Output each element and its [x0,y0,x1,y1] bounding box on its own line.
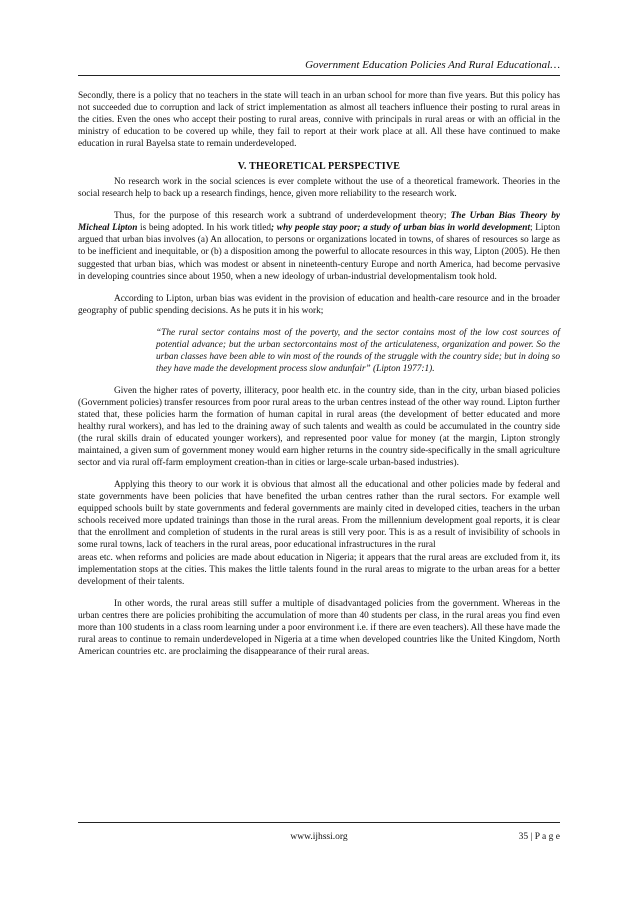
footer-website: www.ijhssi.org [290,832,348,842]
section-heading: V. THEORETICAL PERSPECTIVE [237,161,401,173]
paragraph-applying-theory: Applying this theory to our work it is obvious that almost all the educational and other policies made by federal and state governments have been policies that have benefited the urban centres rather than the rural sectors. For example well equipped schools built by state governments and federal governments are mainly cited in developed cities, teachers in the urban schools received more updated trainings than those in the rural areas. From the millennium development goal reports, it is clear that the enrollment and completion of students in the rural areas is still very poor. This is as a result of invisibility of schools in some rural towns, lack of teachers in the rural areas, poor educational infrastructures in the rural [78,480,560,551]
page-footer [78,822,560,842]
block-quote: “The rural sector contains most of the poverty, and the sector contains most of the low cost sources of potential advance; but the urban sectorcontains most of the articulateness, organization and power. So the urban classes have been able to win most of the rounds of the struggle with the country side; but in doing so they have made the development process slow andunfair” (Lipton 1977:1). [156,327,560,374]
paragraph-urban-bias-theory [78,210,560,282]
text-run: is being adopted. In his work titled [137,223,272,234]
text-run: ; Lipton argued that urban bias involves (a) An allocation, to persons or organizations located in towns, of shares of resources so large as to be inefficient and inequitable, or (b) a disposition among the powerful to allocate resources in this way, Lipton (2005). He then suggested that urban bias, which was modest or absent in nineteenth-century Europe and north America, had become pervasive in developing countries since about 1950, when a new ideology of urban-industrial developmentalism took hold. [78,223,561,282]
theory-title: The Urban Bias Theory by Micheal Lipton [78,211,560,234]
text-run: Thus, for the purpose of this research work a subtrand of underdevelopment theory; [114,211,451,222]
paragraph-applying-theory-continued: areas etc. when reforms and policies are made about education in Nigeria; it appears that the rural areas are excluded from it, its implementation stops at the cities. This makes the little talents found in the rural areas to migrate to the urban areas for a better development of their talents. [78,552,560,587]
work-title: ; why people stay poor; a study of urban bias in world development [271,223,531,234]
body-text [78,90,560,668]
paragraph-resource-transfer: Given the higher rates of poverty, illiteracy, poor health etc. in the country side, than in the city, urban biased policies (Government policies) transfer resources from poor rural areas to the urban centres instead of the other way round. Lipton further stated that, these policies harm the formation of human capital in rural areas (the development of better educated and more healthy rural workers), and has led to the draining away of such talents and wealth as could be accumulated in the country side (the rural skills drain of educated younger workers), and represented poor value for money (at the margin, Lipton strongly maintained, a given sum of government money would earn higher returns in the country side-specifically in the small agriculture sector and via rural off-farm employment creation-than in cities or large-scale urban-based industries). [78,385,560,469]
running-title: Government Education Policies And Rural Educational… [305,59,560,71]
page-number: 35 | P a g e [518,832,560,842]
paragraph-lipton-evidence: According to Lipton, urban bias was evident in the provision of education and health-care resource and in the broader geography of public spending decisions. As he puts it in his work; [78,293,560,316]
running-header [78,58,560,76]
paragraph-disadvantaged-policies: In other words, the rural areas still suffer a multiple of disadvantaged policies from the government. Whereas in the urban centres there are policies prohibiting the accumulation of more than 40 students per class, in the rural areas you find even more than 100 students in a class room learning under a poor environment i.e. if there are even teachers). All these have made the rural areas to continue to remain underdeveloped in Nigeria at a time when developed countries like the United Kingdom, North American countries etc. are proclaiming the disappearance of their rural areas. [78,598,560,657]
paragraph-urban-posting-policy: Secondly, there is a policy that no teachers in the state will teach in an urban school for more than five years. But this policy has not succeeded due to corruption and lack of strict implementation as almost all teachers influence their posting to rural areas in the cities. Even the ones who accept their posting to rural areas, connive with principals in rural areas or with an official in the ministry of education to be covered up while, they fail to report at their work place at all. All these have continued to make education in rural Bayelsa state to remain underdeveloped. [78,91,560,150]
paragraph-theoretical-framework: No research work in the social sciences is ever complete without the use of a theoretical framework. Theories in the social research help to back up a research findings, hence, given more reliability to the research work. [78,177,560,200]
